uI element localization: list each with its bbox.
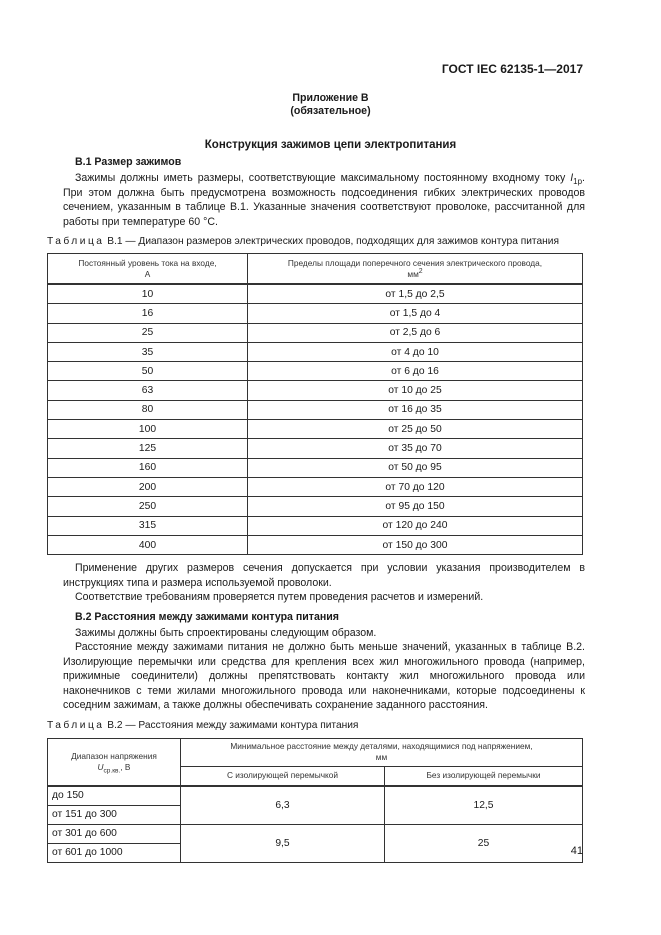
table-row [48, 824, 583, 843]
current-value: 400 [48, 535, 248, 554]
sub: 1р [573, 177, 583, 187]
current-value: 10 [48, 284, 248, 304]
table-row [48, 497, 583, 516]
current-value: 63 [48, 381, 248, 400]
cross-section-range: от 120 до 240 [248, 516, 583, 535]
paragraph-compliance: Соответствие требованиям проверяется путем проведения расчетов и измерений. [75, 591, 484, 604]
cross-section-range: от 150 до 300 [248, 535, 583, 554]
table-row [48, 342, 583, 361]
current-value: 100 [48, 420, 248, 439]
col2-header: С изолирующей перемычкой [181, 766, 385, 786]
current-value: 160 [48, 458, 248, 477]
current-value: 125 [48, 439, 248, 458]
table-row [48, 400, 583, 419]
current-value: 200 [48, 477, 248, 496]
appendix-status: (обязательное) [290, 105, 371, 117]
group-header: Минимальное расстояние между деталями, находящимися под напряжением, мм [181, 738, 583, 766]
range: от 601 до 1000 [48, 843, 181, 862]
table-row [48, 786, 583, 806]
current-value: 16 [48, 304, 248, 323]
table-row [48, 458, 583, 477]
value: 25 [385, 824, 583, 862]
value: 12,5 [385, 786, 583, 825]
cross-section-range: от 25 до 50 [248, 420, 583, 439]
document-body [47, 155, 585, 863]
cross-section-range: от 35 до 70 [248, 439, 583, 458]
heading-b1: В.1 Размер зажимов [75, 156, 182, 168]
table1 [47, 253, 583, 555]
cross-section-range: от 1,5 до 2,5 [248, 284, 583, 304]
paragraph-b2-2: Расстояние между зажимами питания не должно быть меньше значений, указанных в таблице В.2. Изолирующие перемычки или средства для крепления всех жил многожильного провода (например, прижимные соединители) должны препятствовать контакту жил многожильного провода или наконечников с теми жилами многожильного провода или наконечниками, которые подсоединены к соседним зажимам, а также должны обеспечивать сохранение заданного расстояния. [63, 641, 585, 712]
current-value: 250 [48, 497, 248, 516]
table-row [48, 439, 583, 458]
value: 9,5 [181, 824, 385, 862]
section-title: Конструкция зажимов цепи электропитания [204, 139, 457, 151]
page-number: 41 [570, 845, 583, 857]
current-value: 315 [48, 516, 248, 535]
range: до 150 [48, 786, 181, 806]
appendix-title: Приложение В [292, 92, 369, 104]
cross-section-range: от 95 до 150 [248, 497, 583, 516]
cross-section-range: от 6 до 16 [248, 362, 583, 381]
range: от 301 до 600 [48, 824, 181, 843]
text: . При этом должна быть предусмотрена возможность подсоединения гибких электрических проводов сечением, указанным в таблице В.1. Указанные значения соответствуют проволоке, рассчитанной для работы при температуре 60 °С. [63, 172, 585, 228]
current-value: 35 [48, 342, 248, 361]
table-row [48, 304, 583, 323]
col1-header: Постоянный уровень тока на входе, А [48, 254, 248, 285]
table-row [48, 516, 583, 535]
table-row [48, 477, 583, 496]
range: от 151 до 300 [48, 805, 181, 824]
cross-section-range: от 10 до 25 [248, 381, 583, 400]
cross-section-range: от 16 до 35 [248, 400, 583, 419]
value: 6,3 [181, 786, 385, 825]
table2 [47, 738, 583, 863]
paragraph-b1 [63, 171, 585, 229]
var: I [570, 172, 574, 184]
paragraph-b2-1: Зажимы должны быть спроектированы следующим образом. [75, 626, 377, 639]
cross-section-range: от 70 до 120 [248, 477, 583, 496]
table-row [48, 535, 583, 554]
table-row [48, 323, 583, 342]
cross-section-range: от 2,5 до 6 [248, 323, 583, 342]
text: Зажимы должны иметь размеры, соответствующие максимальному постоянному входному току [75, 172, 571, 184]
standard-number: ГОСТ IEC 62135-1—2017 [441, 62, 583, 76]
table1-caption: Таблица В.1 — Диапазон размеров электрических проводов, подходящих для зажимов контура питания [47, 236, 559, 247]
paragraph-other-sizes: Применение других размеров сечения допускается при условии указания производителем в инструкциях типа и размера используемой проволоки. [63, 562, 585, 589]
col3-header: Без изолирующей перемычки [385, 766, 583, 786]
col2-header: Пределы площади поперечного сечения электрического провода, $мм^2$ [248, 254, 583, 285]
cross-section-range: от 1,5 до 4 [248, 304, 583, 323]
heading-b2: В.2 Расстояния между зажимами контура питания [75, 610, 339, 623]
current-value: 50 [48, 362, 248, 381]
table-row [48, 381, 583, 400]
col1-header: Диапазон напряжения $U_{ср.кв.}$, В [48, 738, 181, 786]
current-value: 25 [48, 323, 248, 342]
table-row [48, 284, 583, 304]
cross-section-range: от 50 до 95 [248, 458, 583, 477]
table-row [48, 420, 583, 439]
table2-caption: Таблица В.2 — Расстояния между зажимами контура питания [47, 719, 359, 731]
cross-section-range: от 4 до 10 [248, 342, 583, 361]
current-value: 80 [48, 400, 248, 419]
table-row [48, 362, 583, 381]
